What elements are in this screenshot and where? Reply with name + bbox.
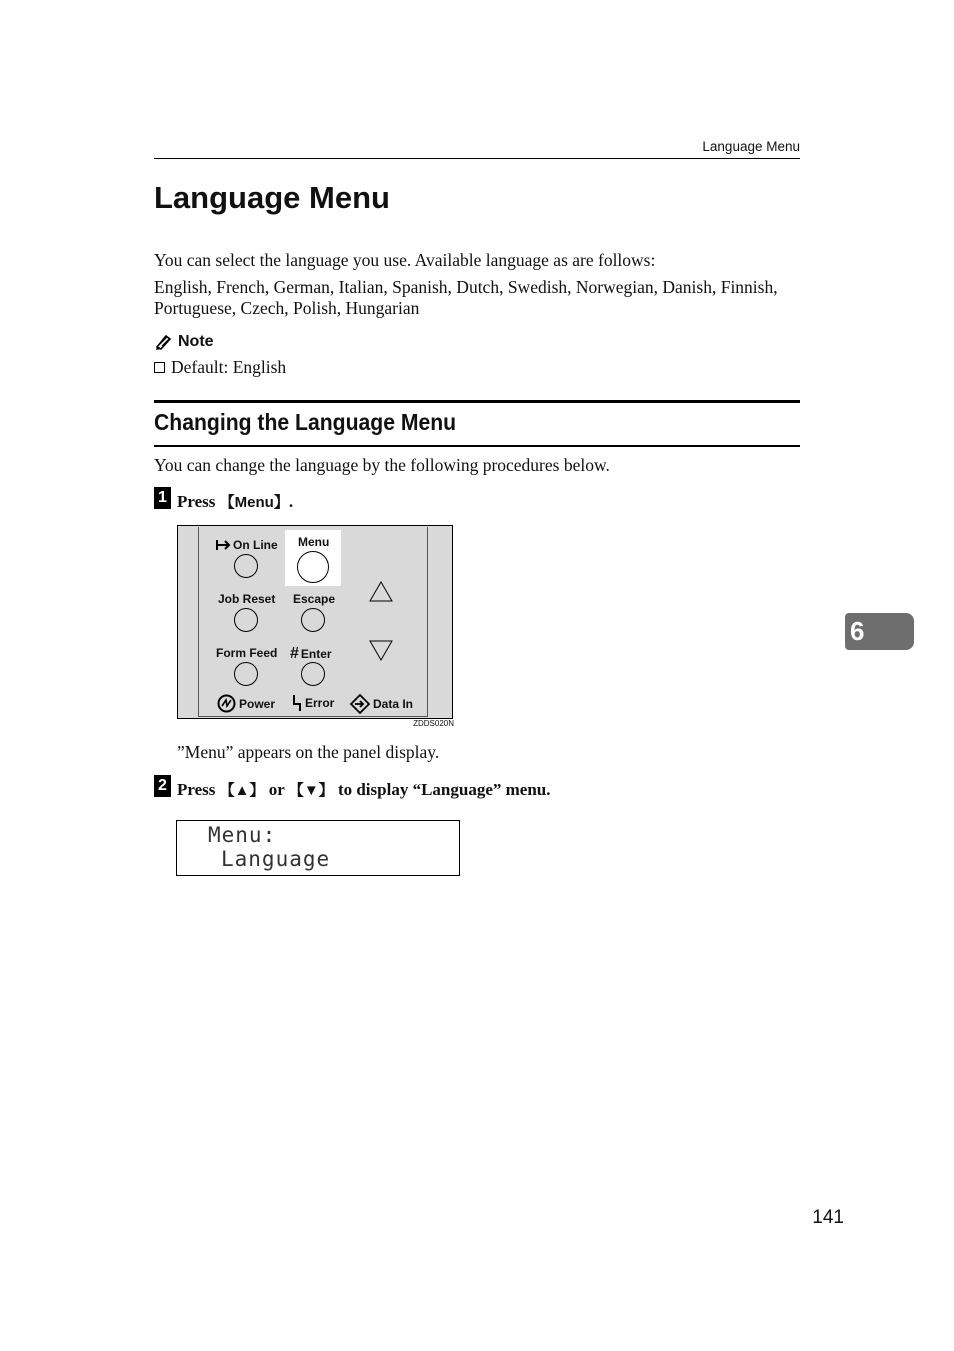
lcd-panel-display <box>176 820 460 876</box>
up-arrow-button-icon[interactable] <box>368 580 394 604</box>
online-button[interactable] <box>234 554 258 578</box>
escape-label: Escape <box>293 592 336 606</box>
form-feed-button[interactable] <box>234 662 258 686</box>
on-line-label: On Line <box>216 538 278 552</box>
note-item-text: Default: English <box>171 357 287 377</box>
panel-left-edge <box>198 527 199 717</box>
language-list: English, French, German, Italian, Spanish, Dutch, Swedish, Norwegian, Danish, Finnish, Portuguese, Czech, Polish, Hungarian <box>154 277 778 318</box>
step-1-number: 1 <box>154 487 171 509</box>
figure-code: ZDDS020N <box>413 719 454 728</box>
error-indicator: Error <box>292 694 334 712</box>
menu-button[interactable] <box>297 551 329 583</box>
lcd-line-1: Menu: <box>208 823 277 847</box>
step-1-end: . <box>288 492 294 511</box>
step-1-press: Press <box>177 492 216 511</box>
panel-bottom-edge <box>198 716 428 717</box>
power-indicator: Power <box>217 694 275 713</box>
page-title: Language Menu <box>154 180 390 215</box>
panel-right-edge <box>427 527 428 717</box>
enter-label: # Enter <box>290 645 332 662</box>
pencil-note-icon <box>154 334 174 350</box>
header-rule <box>154 158 800 159</box>
section-top-rule <box>154 400 800 403</box>
section-bottom-rule <box>154 445 800 447</box>
note-label: Note <box>178 333 214 350</box>
step-2-press: Press <box>177 780 216 799</box>
job-reset-button[interactable] <box>234 608 258 632</box>
hash-enter-icon: # <box>290 645 299 662</box>
intro-text: You can select the language you use. Available language as are follows: <box>154 250 656 270</box>
note-item <box>154 357 286 378</box>
section-title: Changing the Language Menu <box>154 409 457 435</box>
step-2-rest: to display “Language” menu. <box>337 780 551 799</box>
data-in-indicator: Data In <box>350 694 413 714</box>
up-key-label: 【▲】 <box>219 782 265 799</box>
menu-key-label: 【Menu】 <box>219 494 289 511</box>
note-heading <box>154 333 214 351</box>
step-2-or: or <box>268 780 285 799</box>
down-key-label: 【▼】 <box>288 782 334 799</box>
step-2-number: 2 <box>154 775 171 797</box>
power-icon <box>217 694 236 713</box>
page-number: 141 <box>812 1207 844 1228</box>
section-intro: You can change the language by the following procedures below. <box>154 455 610 475</box>
data-in-icon <box>350 694 370 714</box>
down-arrow-button-icon[interactable] <box>368 638 394 662</box>
error-icon <box>292 694 302 712</box>
job-reset-label: Job Reset <box>218 592 276 606</box>
step-1-result: ”Menu” appears on the panel display. <box>177 742 440 762</box>
online-arrow-icon <box>216 539 231 551</box>
escape-button[interactable] <box>301 608 325 632</box>
step-2-instruction <box>177 779 550 800</box>
lcd-line-2: Language <box>221 847 331 871</box>
running-header: Language Menu <box>702 139 800 154</box>
chapter-tab: 6 <box>845 613 914 650</box>
menu-label: Menu <box>298 535 330 549</box>
form-feed-label: Form Feed <box>216 646 278 660</box>
enter-button[interactable] <box>301 662 325 686</box>
step-1-instruction <box>177 491 293 512</box>
checkbox-icon <box>154 362 165 373</box>
